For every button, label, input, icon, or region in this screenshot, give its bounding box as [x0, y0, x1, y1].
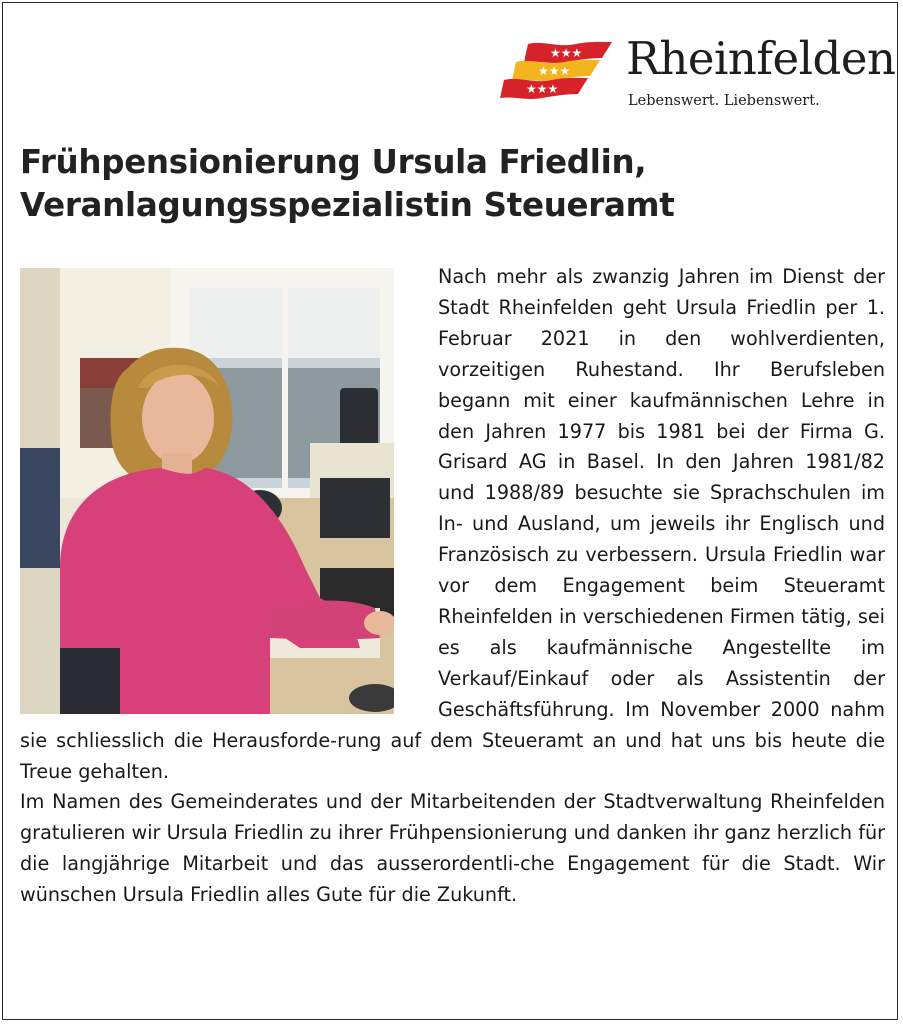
article-paragraph-2: Im Namen des Gemeinderates und der Mitarbeitenden der Stadtverwaltung Rheinfelden gratulieren wir Ursula Friedlin zu ihrer Frühpensionierung und danken ihr ganz herzlich für die langjährige Mitarbeit und das ausserordentli-che Engagement für die Stadt. Wir wünschen Ursula Friedlin alles Gute für die Zukunft.	[20, 790, 885, 907]
photo-wrap-spacer	[20, 262, 414, 722]
article-paragraph-1: Nach mehr als zwanzig Jahren im Dienst der Stadt Rheinfelden geht Ursula Friedlin per 1. Februar 2021 in den wohlverdienten, vorzeitigen Ruhestand. Ihr Berufsleben begann mit einer kaufmännischen Lehre in den Jahren 1977 bis 1981 bei der Firma G. Grisard AG in Basel. In den Jahren 1981/82 und 1988/89 besuchte sie Sprachschulen im In- und Ausland, um jeweils ihr Englisch und Französisch zu verbessern. Ursula Friedlin war vor dem Engagement beim Steueramt Rheinfelden in verschiedenen Firmen tätig, sei es als kaufmännische Angestellte im Verkauf/Einkauf oder als Assistentin der Geschäftsführung. Im November 2000 nahm sie schliesslich die Herausforde-rung auf dem Steueramt an und hat uns bis heute die Treue gehalten.	[20, 265, 885, 783]
article-body	[20, 262, 885, 911]
svg-text:★★★: ★★★	[538, 64, 571, 78]
article-headline: Frühpensionierung Ursula Friedlin, Veranlagungsspezialistin Steueramt	[20, 143, 675, 224]
header-logo	[498, 32, 896, 110]
rheinfelden-flag-stars-icon	[498, 38, 618, 110]
svg-text:★★★: ★★★	[526, 82, 559, 96]
brand-tagline: Lebenswert. Liebenswert.	[628, 93, 820, 109]
svg-text:★★★: ★★★	[550, 46, 583, 60]
brand-name: Rheinfelden	[626, 32, 896, 85]
